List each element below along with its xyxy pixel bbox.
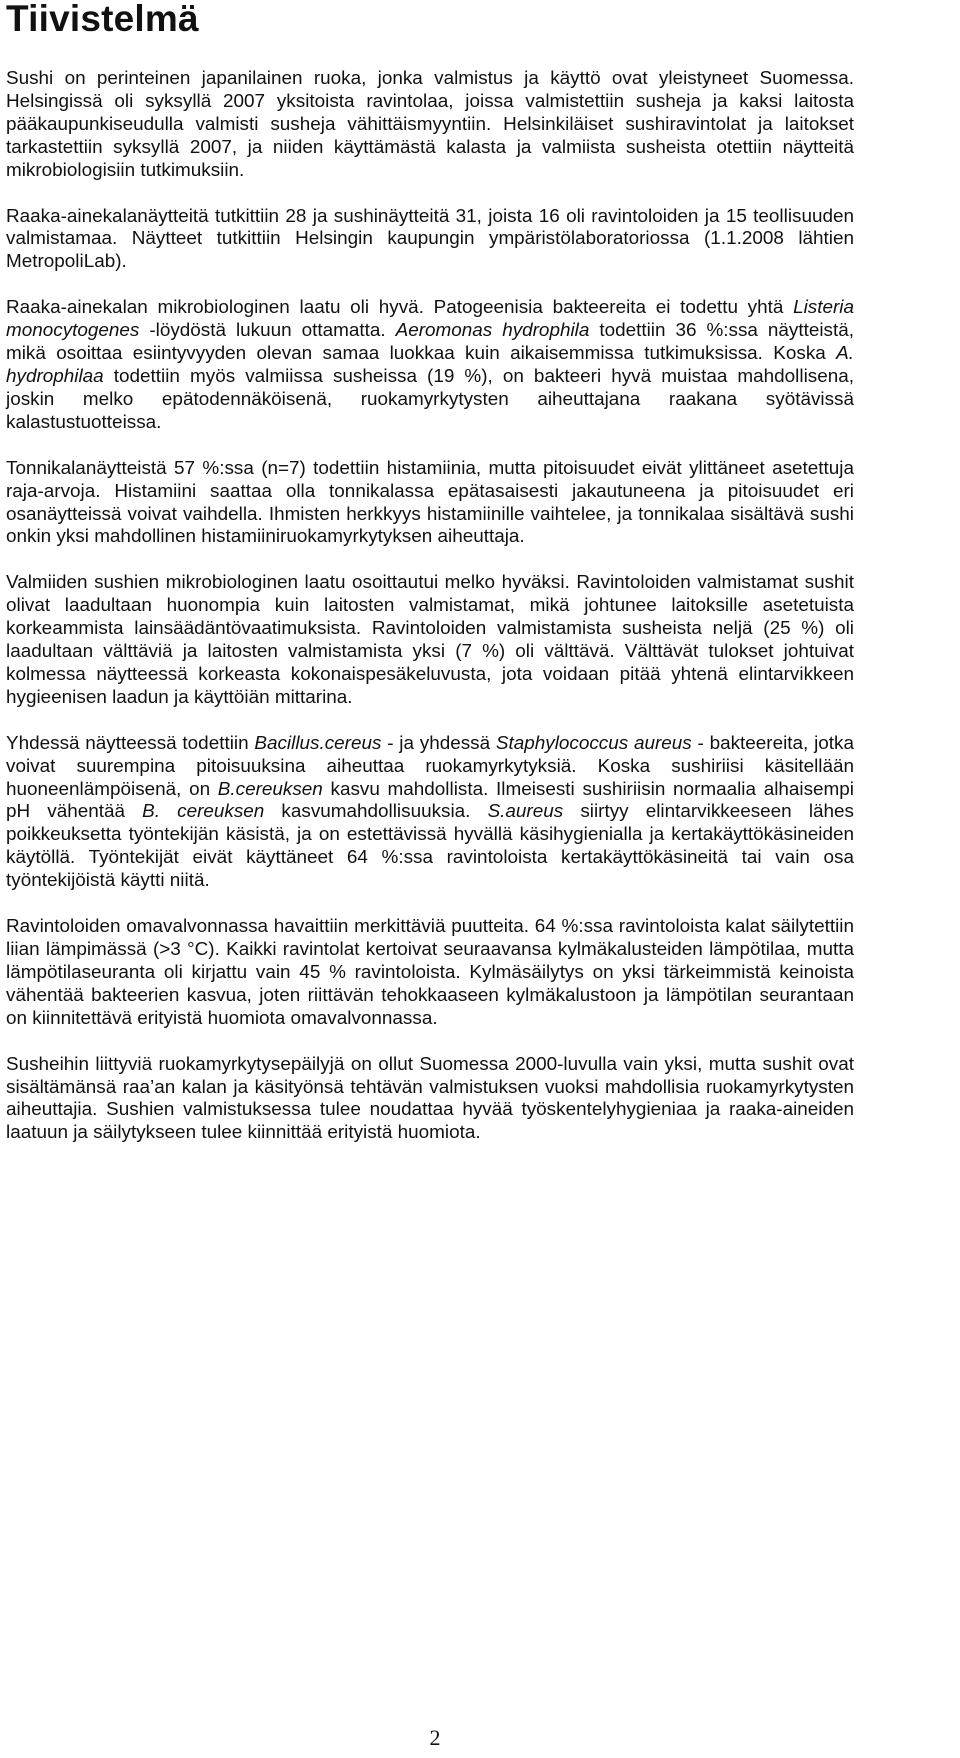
paragraph	[6, 733, 854, 893]
text-run: - bakteereita, jotka voivat suurempina pitoisuuksina aiheuttaa ruokamyrkytyksiä. Koska sushiriisi käsitellään huoneenlämpöisenä, on	[6, 732, 854, 800]
paragraph	[6, 1054, 854, 1146]
document-page	[6, 0, 954, 1758]
text-run: kasvumahdollisuuksia.	[264, 801, 488, 823]
paragraph	[6, 458, 854, 550]
italic-text: Staphylococcus aureus	[495, 732, 692, 754]
italic-text: A. hydrophilaa	[6, 343, 854, 387]
text-run: kasvu mahdollista. Ilmeisesti sushiriisin normaalia alhaisempi pH vähentää	[6, 778, 854, 823]
italic-text: cereuksen	[235, 778, 323, 800]
text-run: Raaka-ainekalan mikrobiologinen laatu oli hyvä. Patogeenisia bakteereita ei todettu yhtä	[6, 297, 794, 319]
document-title: Tiivistelmä	[6, 0, 199, 39]
text-run: Raaka-ainekalanäytteitä tutkittiin 28 ja sushinäytteitä 31, joista 16 oli ravintoloiden ja 15 teollisuuden valmistamaa. Näytteet tutkittiin Helsingin kaupungin ympäristölaboratoriossa (1.1.2008 lähtien MetropoliLab).	[6, 205, 854, 273]
italic-text: Bacillus.	[254, 732, 325, 754]
paragraph	[6, 297, 854, 434]
text-run: Yhdessä näytteessä todettiin	[6, 732, 255, 754]
text-run: - ja yhdessä	[381, 732, 496, 754]
italic-text: B. cereuksen	[142, 801, 265, 823]
text-run: todettiin myös valmiissa susheissa (19 %), on bakteeri hyvä muistaa mahdollisena, joskin melko epätodennäköisenä, ruokamyrkytysten aiheuttajana raakana syötävissä kalastustuotteissa.	[6, 365, 854, 433]
text-run: -löydöstä lukuun ottamatta.	[139, 320, 396, 342]
italic-text: B.	[217, 778, 236, 800]
text-run: Ravintoloiden omavalvonnassa havaittiin merkittäviä puutteita. 64 %:ssa ravintoloista kalat säilytettiin liian lämpimässä (>3 °C). Kaikki ravintolat kertoivat seuraavansa kylmäkalusteiden lämpötilaa, mutta lämpötilaseuranta oli kirjattu vain 45 % ravintoloista. Kylmäsäilytys on yksi tärkeimmistä keinoista vähentää bakteerien kasvua, joten riittävän tehokkaaseen kylmäkalustoon ja lämpötilan seurantaan on kiinnitettävä erityistä huomiota omavalvonnassa.	[6, 916, 854, 1029]
paragraph	[6, 68, 854, 183]
italic-text: aureus	[505, 801, 564, 823]
italic-text: cereus	[324, 732, 382, 754]
italic-text: S.	[487, 801, 506, 823]
italic-text: Aeromonas hydrophila	[395, 320, 590, 342]
text-run: Susheihin liittyviä ruokamyrkytysepäilyjä on ollut Suomessa 2000-luvulla vain yksi, mutta sushit ovat sisältämänsä raa’an kalan ja käsityönsä tehtävän valmistuksen vuoksi mahdollisia ruokamyrkytysten aiheuttajia. Sushien valmistuksessa tulee noudattaa hyvää työskentelyhygieniaa ja raaka-aineiden laatuun ja säilytykseen tulee kiinnittää erityistä huomiota.	[6, 1053, 854, 1144]
document-body	[6, 68, 854, 1168]
text-run: Tonnikalanäytteistä 57 %:ssa (n=7) todettiin histamiinia, mutta pitoisuudet eivät ylittäneet asetettuja raja-arvoja. Histamiini saattaa olla tonnikalassa epätasaisesti jakautuneena ja pitoisuudet eri osanäytteissä voivat vaihdella. Ihmisten herkkyys histamiinille vaihtelee, ja tonnikalaa sisältävä sushi onkin yksi mahdollinen histamiiniruokamyrkytyksen aiheuttaja.	[6, 457, 854, 548]
text-run: Sushi on perinteinen japanilainen ruoka, jonka valmistus ja käyttö ovat yleistyneet Suomessa. Helsingissä oli syksyllä 2007 yksitoista ravintolaa, joissa valmistettiin susheja ja kaksi laitosta pääkaupunkiseudulla valmisti susheja vähittäismyyntiin. Helsinkiläiset sushiravintolat ja laitokset tarkastettiin syksyllä 2007, ja niiden käyttämästä kalasta ja valmiista susheista otettiin näytteitä mikrobiologisiin tutkimuksiin.	[6, 68, 854, 181]
page-number: 2	[429, 1725, 441, 1750]
text-run: todettiin 36 %:ssa näytteistä, mikä osoittaa esiintyvyyden olevan samaa luokkaa kuin aikaisemmissa tutkimuksissa. Koska	[6, 320, 854, 365]
text-run: Valmiiden sushien mikrobiologinen laatu osoittautui melko hyväksi. Ravintoloiden valmistamat sushit olivat laadultaan huonompia kuin laitosten valmistamat, mikä johtunee laitoksille asetetuista korkeammista lainsäädäntövaatimuksista. Ravintoloiden valmistamista susheista neljä (25 %) oli laadultaan välttäviä ja laitosten valmistamista yksi (7 %) oli välttävä. Välttävät tulokset johtuivat kolmessa näytteessä korkeasta kokonaispesäkeluvusta, jota voidaan pitää yhtenä elintarvikkeen hygieenisen laadun ja käyttöiän mittarina.	[6, 572, 854, 708]
paragraph	[6, 916, 854, 1031]
paragraph	[6, 206, 854, 275]
italic-text: Listeria monocytogenes	[6, 297, 854, 342]
text-run: siirtyy elintarvikkeeseen lähes poikkeuksetta työntekijän käsistä, ja on estettävissä hyvällä käsihygienialla ja kertakäyttökäsineiden käytöllä. Työntekijät eivät käyttäneet 64 %:ssa ravintoloista kertakäyttökäsineitä tai vain osa työntekijöistä käytti niitä.	[6, 801, 854, 892]
paragraph	[6, 572, 854, 709]
